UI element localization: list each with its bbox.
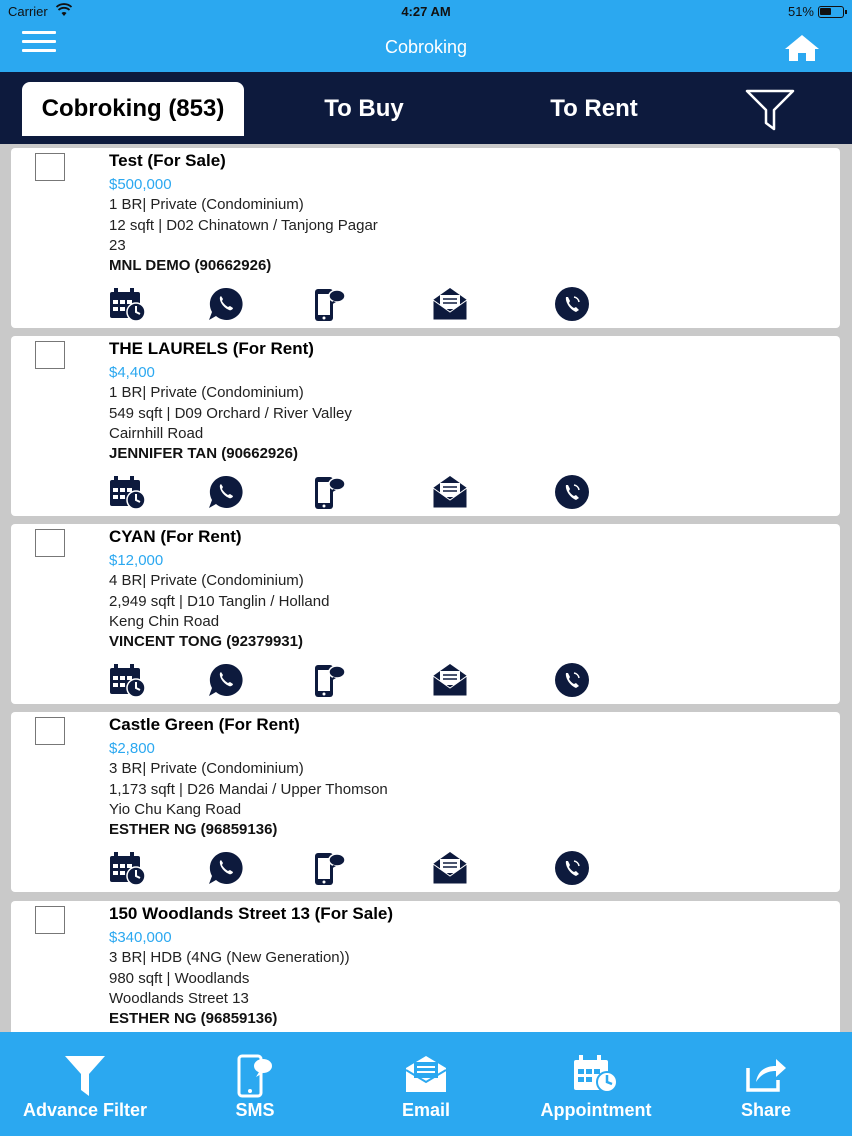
listing-type: 4 BR| Private (Condominium) bbox=[109, 572, 304, 589]
email-icon[interactable] bbox=[431, 662, 469, 698]
listing-street: 23 bbox=[109, 237, 126, 254]
email-icon[interactable] bbox=[431, 286, 469, 322]
sms-icon bbox=[235, 1054, 275, 1098]
sms-button[interactable] bbox=[170, 1032, 340, 1136]
sms-icon[interactable] bbox=[311, 662, 349, 698]
listing-list[interactable] bbox=[0, 144, 852, 1032]
battery-icon bbox=[818, 6, 844, 18]
sms-label: SMS bbox=[235, 1100, 275, 1120]
listing-agent: MNL DEMO (90662926) bbox=[109, 257, 272, 274]
phone-call-icon[interactable] bbox=[553, 286, 591, 322]
listing-size-district: 980 sqft | Woodlands bbox=[109, 970, 250, 987]
email-icon[interactable] bbox=[431, 850, 469, 886]
advance-filter-button[interactable] bbox=[0, 1032, 170, 1136]
phone-call-icon[interactable] bbox=[553, 474, 591, 510]
listing-agent: JENNIFER TAN (90662926) bbox=[109, 445, 298, 462]
listing-size-district: 1,173 sqft | D26 Mandai / Upper Thomson bbox=[109, 781, 388, 798]
listing-street: Keng Chin Road bbox=[109, 613, 220, 630]
calendar-icon[interactable] bbox=[109, 662, 147, 698]
email-button[interactable] bbox=[341, 1032, 511, 1136]
listing-card[interactable] bbox=[11, 901, 840, 1032]
listing-size-district: 12 sqft | D02 Chinatown / Tanjong Pagar bbox=[109, 217, 378, 234]
listing-size-district: 549 sqft | D09 Orchard / River Valley bbox=[109, 405, 352, 422]
calendar-icon bbox=[572, 1054, 620, 1094]
select-checkbox[interactable] bbox=[35, 153, 65, 181]
select-checkbox[interactable] bbox=[35, 717, 65, 745]
listing-price: $340,000 bbox=[109, 929, 172, 946]
page-title: Cobroking bbox=[384, 37, 468, 57]
listing-type: 3 BR| HDB (4NG (New Generation)) bbox=[109, 949, 350, 966]
listing-price: $4,400 bbox=[109, 364, 155, 381]
bottom-action-bar bbox=[0, 1032, 852, 1136]
email-label: Email bbox=[401, 1100, 451, 1120]
listing-type: 1 BR| Private (Condominium) bbox=[109, 196, 304, 213]
listing-card[interactable] bbox=[11, 712, 840, 892]
whatsapp-icon[interactable] bbox=[207, 662, 245, 698]
share-button[interactable] bbox=[681, 1032, 851, 1136]
listing-price: $500,000 bbox=[109, 176, 172, 193]
filter-icon[interactable] bbox=[744, 88, 796, 132]
listing-title: Castle Green (For Rent) bbox=[109, 715, 300, 734]
whatsapp-icon[interactable] bbox=[207, 474, 245, 510]
email-icon[interactable] bbox=[431, 474, 469, 510]
sms-icon[interactable] bbox=[311, 850, 349, 886]
listing-street: Yio Chu Kang Road bbox=[109, 801, 242, 818]
status-bar bbox=[0, 0, 852, 24]
listing-agent: ESTHER NG (96859136) bbox=[109, 1010, 278, 1027]
listing-card[interactable] bbox=[11, 336, 840, 516]
listing-title: CYAN (For Rent) bbox=[109, 527, 242, 546]
share-label: Share bbox=[740, 1100, 792, 1120]
battery-percent: 51% bbox=[787, 4, 814, 19]
tab-to-rent[interactable]: To Rent bbox=[550, 95, 638, 122]
advance-filter-label: Advance Filter bbox=[22, 1100, 148, 1120]
clock: 4:27 AM bbox=[401, 4, 451, 19]
appointment-label: Appointment bbox=[540, 1100, 652, 1120]
select-checkbox[interactable] bbox=[35, 529, 65, 557]
listing-type: 3 BR| Private (Condominium) bbox=[109, 760, 304, 777]
listing-title: 150 Woodlands Street 13 (For Sale) bbox=[109, 904, 394, 923]
whatsapp-icon[interactable] bbox=[207, 850, 245, 886]
calendar-icon[interactable] bbox=[109, 474, 147, 510]
whatsapp-icon[interactable] bbox=[207, 286, 245, 322]
phone-call-icon[interactable] bbox=[553, 850, 591, 886]
calendar-icon[interactable] bbox=[109, 286, 147, 322]
listing-street: Cairnhill Road bbox=[109, 425, 204, 442]
share-icon bbox=[744, 1054, 788, 1094]
tab-cobroking[interactable]: Cobroking (853) bbox=[22, 82, 244, 136]
listing-street: Woodlands Street 13 bbox=[109, 990, 249, 1007]
filter-icon bbox=[63, 1054, 107, 1098]
select-checkbox[interactable] bbox=[35, 341, 65, 369]
listing-card[interactable] bbox=[11, 148, 840, 328]
listing-title: THE LAURELS (For Rent) bbox=[109, 339, 314, 358]
listing-size-district: 2,949 sqft | D10 Tanglin / Holland bbox=[109, 593, 330, 610]
listing-title: Test (For Sale) bbox=[109, 151, 226, 170]
listing-type: 1 BR| Private (Condominium) bbox=[109, 384, 304, 401]
appointment-button[interactable] bbox=[511, 1032, 681, 1136]
top-bar bbox=[0, 0, 852, 72]
tab-bar bbox=[0, 72, 852, 144]
listing-agent: ESTHER NG (96859136) bbox=[109, 821, 278, 838]
phone-call-icon[interactable] bbox=[553, 662, 591, 698]
calendar-icon[interactable] bbox=[109, 850, 147, 886]
tab-to-buy[interactable]: To Buy bbox=[324, 95, 404, 122]
listing-agent: VINCENT TONG (92379931) bbox=[109, 633, 303, 650]
sms-icon[interactable] bbox=[311, 286, 349, 322]
carrier-label: Carrier bbox=[8, 4, 48, 19]
email-icon bbox=[404, 1054, 448, 1094]
listing-price: $12,000 bbox=[109, 552, 164, 569]
listing-card[interactable] bbox=[11, 524, 840, 704]
select-checkbox[interactable] bbox=[35, 906, 65, 934]
listing-price: $2,800 bbox=[109, 740, 155, 757]
sms-icon[interactable] bbox=[311, 474, 349, 510]
home-icon[interactable] bbox=[784, 34, 820, 62]
